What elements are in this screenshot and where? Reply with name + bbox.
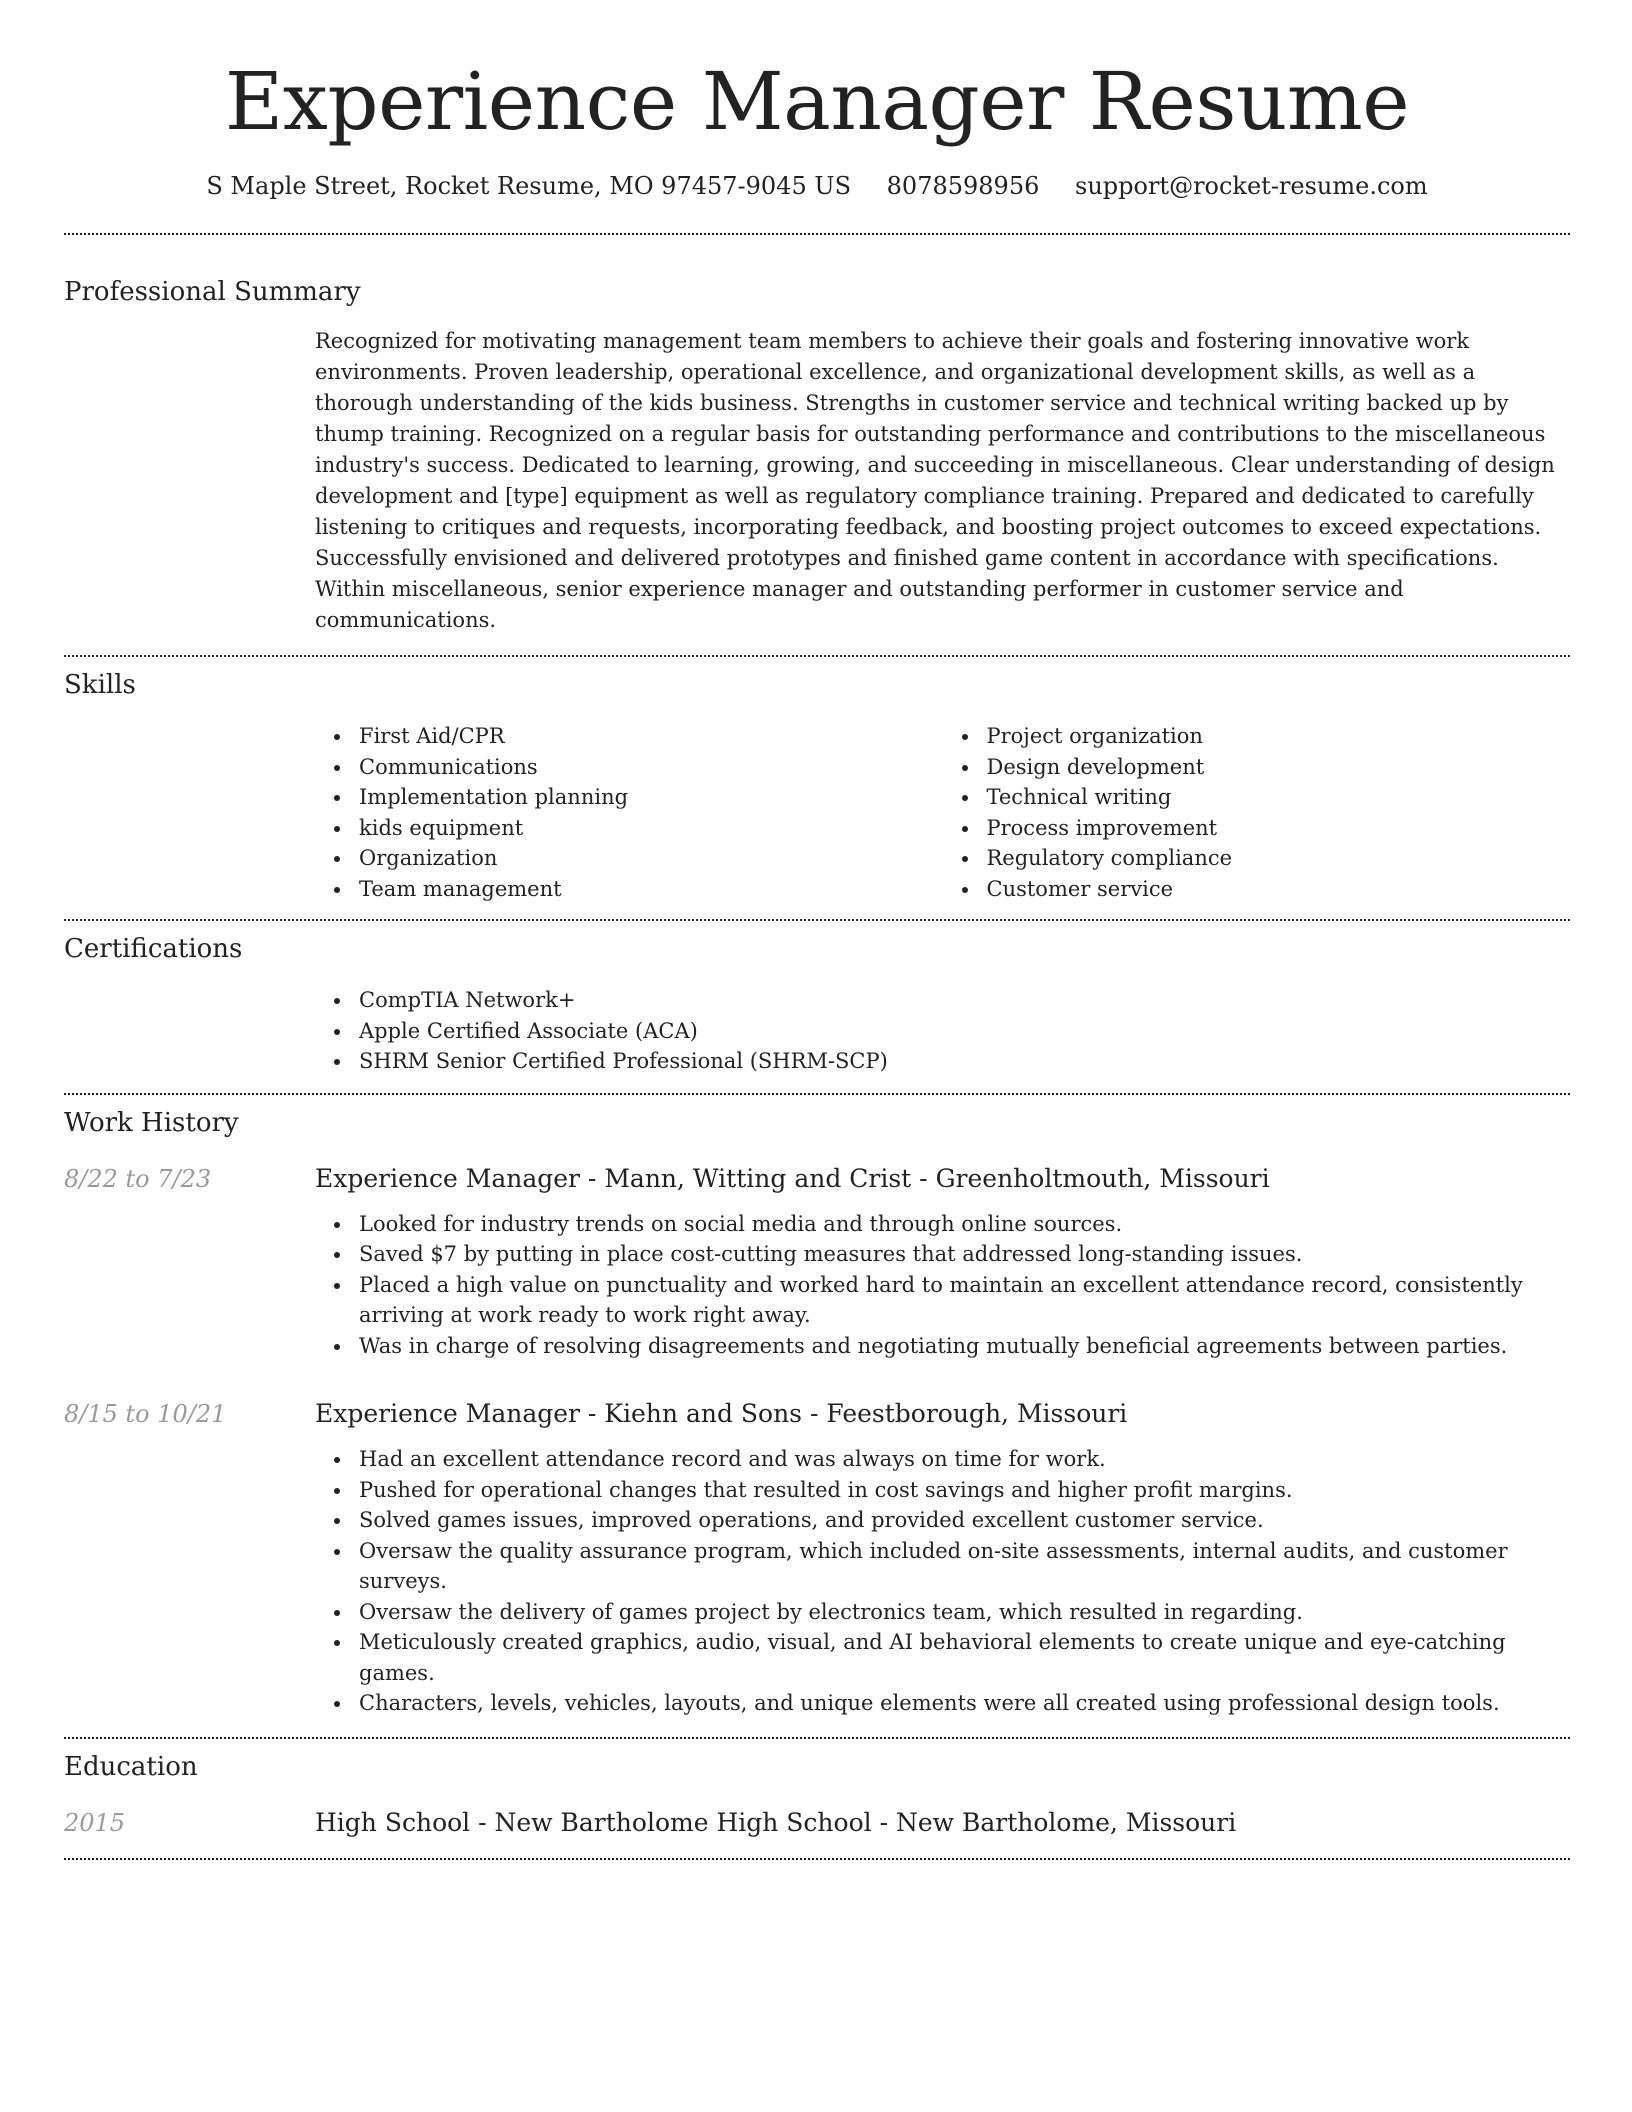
contact-phone: 8078598956	[886, 172, 1040, 200]
job-title: Experience Manager - Kiehn and Sons - Feestborough, Missouri	[315, 1399, 1128, 1428]
certifications-section	[64, 921, 1570, 1077]
list-item: Placed a high value on punctuality and worked hard to maintain an excellent attendance record, consistently arriving at work ready to work right away.	[359, 1270, 1570, 1331]
list-item: Customer service	[987, 874, 1571, 905]
contact-email: support@rocket-resume.com	[1075, 172, 1428, 200]
job-date: 8/15 to 10/21	[64, 1400, 227, 1428]
list-item: Had an excellent attendance record and was always on time for work.	[359, 1444, 1570, 1475]
education-date: 2015	[64, 1808, 126, 1837]
job-main	[315, 1397, 1570, 1719]
section-divider	[64, 1858, 1570, 1860]
list-item: Meticulously created graphics, audio, visual, and AI behavioral elements to create unique and eye-catching games.	[359, 1627, 1570, 1688]
list-item: Looked for industry trends on social media and through online sources.	[359, 1209, 1570, 1240]
list-item: Saved $7 by putting in place cost-cutting measures that addressed long-standing issues.	[359, 1239, 1570, 1270]
list-item: Process improvement	[987, 813, 1571, 844]
skills-section	[64, 657, 1570, 904]
resume-title: Experience Manager Resume	[224, 55, 1410, 148]
education-main	[315, 1806, 1570, 1840]
certifications-heading: Certifications	[64, 934, 243, 964]
list-item: Was in charge of resolving disagreements and negotiating mutually beneficial agreements between parties.	[359, 1331, 1570, 1362]
certifications-list	[315, 985, 1570, 1077]
resume-header	[64, 0, 1570, 202]
list-item: Technical writing	[987, 782, 1571, 813]
job-main	[315, 1162, 1570, 1362]
summary-section	[64, 235, 1570, 636]
job-bullets	[315, 1444, 1570, 1719]
job-entry	[64, 1397, 1570, 1719]
skills-list-left	[315, 721, 943, 904]
education-heading: Education	[64, 1751, 198, 1782]
list-item: SHRM Senior Certified Professional (SHRM-SCP)	[359, 1046, 1570, 1077]
work-section	[64, 1095, 1570, 1719]
list-item: Oversaw the delivery of games project by electronics team, which resulted in regarding.	[359, 1597, 1570, 1628]
job-bullets	[315, 1209, 1570, 1362]
list-item: Pushed for operational changes that resulted in cost savings and higher profit margins.	[359, 1475, 1570, 1506]
list-item: Communications	[359, 752, 943, 783]
education-entry	[64, 1806, 1570, 1840]
education-title: High School - New Bartholome High School - New Bartholome, Missouri	[315, 1807, 1237, 1837]
list-item: Design development	[987, 752, 1571, 783]
skills-list-right	[943, 721, 1571, 904]
work-heading: Work History	[64, 1107, 239, 1138]
list-item: Characters, levels, vehicles, layouts, and unique elements were all created using professional design tools.	[359, 1688, 1570, 1719]
summary-body	[315, 326, 1570, 636]
list-item: Regulatory compliance	[987, 843, 1571, 874]
job-date: 8/22 to 7/23	[64, 1164, 212, 1193]
list-item: Team management	[359, 874, 943, 905]
summary-heading: Professional Summary	[64, 277, 361, 307]
list-item: Oversaw the quality assurance program, which included on-site assessments, internal audits, and customer surveys.	[359, 1536, 1570, 1597]
list-item: Project organization	[987, 721, 1571, 752]
certifications-body	[315, 985, 1570, 1077]
job-title: Experience Manager - Mann, Witting and Crist - Greenholtmouth, Missouri	[315, 1163, 1270, 1193]
contact-line	[64, 170, 1570, 202]
skills-heading: Skills	[64, 670, 136, 700]
resume-page	[64, 0, 1570, 1860]
job-entry	[64, 1162, 1570, 1362]
summary-text: Recognized for motivating management team members to achieve their goals and fostering innovative work environments. Proven leadership, operational excellence, and organizational development skills, as well as a thorough understanding of the kids business. Strengths in customer service and technical writing backed up by thump training. Recognized on a regular basis for outstanding performance and contributions to the miscellaneous industry's success. Dedicated to learning, growing, and succeeding in miscellaneous. Clear understanding of design development and [type] equipment as well as regulatory compliance training. Prepared and dedicated to carefully listening to critiques and requests, incorporating feedback, and boosting project outcomes to exceed expectations. Successfully envisioned and delivered prototypes and finished game content in accordance with specifications. Within miscellaneous, senior experience manager and outstanding performer in customer service and communications.	[315, 329, 1555, 632]
contact-address: S Maple Street, Rocket Resume, MO 97457-9045 US	[206, 172, 852, 200]
list-item: Organization	[359, 843, 943, 874]
list-item: Solved games issues, improved operations, and provided excellent customer service.	[359, 1505, 1570, 1536]
list-item: CompTIA Network+	[359, 985, 1570, 1016]
list-item: Apple Certified Associate (ACA)	[359, 1016, 1570, 1047]
education-section	[64, 1739, 1570, 1840]
list-item: First Aid/CPR	[359, 721, 943, 752]
skills-columns	[315, 721, 1570, 904]
list-item: kids equipment	[359, 813, 943, 844]
list-item: Implementation planning	[359, 782, 943, 813]
